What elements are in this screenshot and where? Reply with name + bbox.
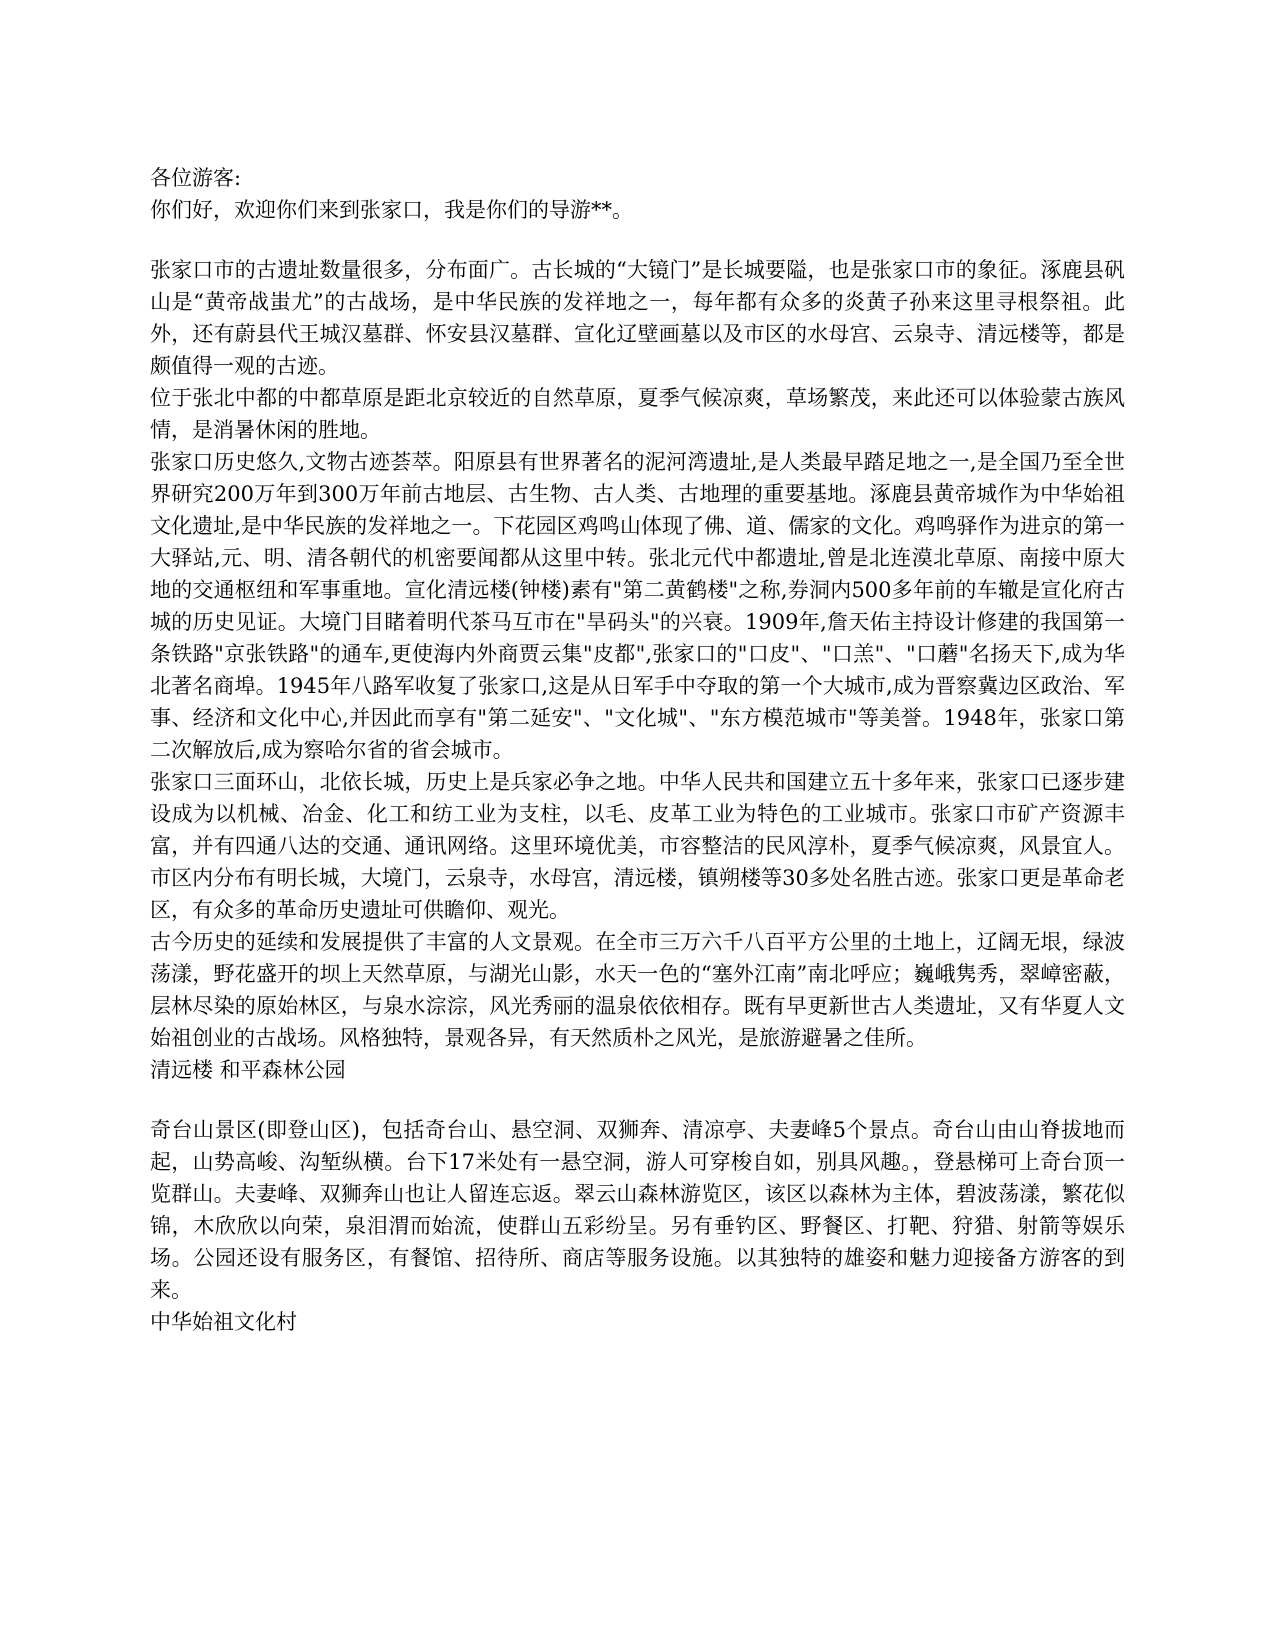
paragraph-city-overview: 张家口三面环山，北依长城，历史上是兵家必争之地。中华人民共和国建立五十多年来，张家口已逐步建设成为以机械、冶金、化工和纺工业为支柱，以毛、皮革工业为特色的工业城市。张家口市矿产资源丰富，并有四通八达的交通、通讯网络。这里环境优美，市容整洁的民风淳朴，夏季气候凉爽，风景宜人。市区内分布有明长城，大境门，云泉寺，水母宫，清远楼，镇朔楼等30多处名胜古迹。张家口更是革命老区，有众多的革命历史遗址可供瞻仰、观光。: [150, 770, 1125, 922]
paragraph-forest-park: 奇台山景区(即登山区)，包括奇台山、悬空洞、双狮奔、清凉亭、夫妻峰5个景点。奇台山由山脊拔地而起，山势高峻、沟堑纵横。台下17米处有一悬空洞，游人可穿梭自如，别具风趣。，登悬梯可上奇台顶一览群山。夫妻峰、双狮奔山也让人留连忘返。翠云山森林游览区，该区以森林为主体，碧波荡漾，繁花似锦，木欣欣以向荣，泉泪渭而始流，使群山五彩纷呈。另有垂钓区、野餐区、打靶、狩猎、射箭等娱乐场。公园还设有服务区，有餐馆、招待所、商店等服务设施。以其独特的雄姿和魅力迎接备方游客的到来。: [150, 1118, 1125, 1302]
paragraph-landscape: 古今历史的延续和发展提供了丰富的人文景观。在全市三万六千八百平方公里的土地上，辽阔无垠，绿波荡漾，野花盛开的坝上天然草原，与湖光山影，水天一色的“塞外江南”南北呼应；巍峨隽秀，翠嶂密蔽，层林尽染的原始林区，与泉水淙淙，风光秀丽的温泉依依相存。既有早更新世古人类遗址，又有华夏人文始祖创业的古战场。风格独特，景观各异，有天然质朴之风光，是旅游避暑之佳所。: [150, 930, 1125, 1050]
intro-line: 你们好，欢迎你们来到张家口，我是你们的导游**。: [150, 198, 633, 222]
paragraph-zhongdu-grassland: 位于张北中都的中都草原是距北京较近的自然草原，夏季气候凉爽，草场繁茂，来此还可以体验蒙古族风情，是消暑休闲的胜地。: [150, 386, 1125, 442]
document-page: [150, 162, 1125, 1338]
paragraph-gap: [150, 226, 1125, 254]
paragraph-history: 张家口历史悠久,文物古迹荟萃。阳原县有世界著名的泥河湾遗址,是人类最早踏足地之一,是全国乃至全世界研究200万年到300万年前古地层、古生物、古人类、古地理的重要基地。涿鹿县黄帝城作为中华始祖文化遗址,是中华民族的发祥地之一。下花园区鸡鸣山体现了佛、道、儒家的文化。鸡鸣驿作为进京的第一大驿站,元、明、清各朝代的机密要闻都从这里中转。张北元代中都遗址,曾是北连漠北草原、南接中原大地的交通枢纽和军事重地。宣化清远楼(钟楼)素有"第二黄鹤楼"之称,券洞内500多年前的车辙是宣化府古城的历史见证。大境门目睹着明代茶马互市在"旱码头"的兴衰。1909年,詹天佑主持设计修建的我国第一条铁路"京张铁路"的通车,更使海内外商贾云集"皮都",张家口的"口皮"、"口羔"、"口蘑"名扬天下,成为华北著名商埠。1945年八路军收复了张家口,这是从日军手中夺取的第一个大城市,成为晋察冀边区政治、军事、经济和文化中心,并因此而享有"第二延安"、"文化城"、"东方模范城市"等美誉。1948年，张家口第二次解放后,成为察哈尔省的省会城市。: [150, 450, 1125, 762]
paragraph-gap: [150, 1086, 1125, 1114]
section-heading-culture-village: 中华始祖文化村: [150, 1310, 297, 1334]
paragraph-ancient-sites: 张家口市的古遗址数量很多，分布面广。古长城的“大镜门”是长城要隘，也是张家口市的象征。涿鹿县矾山是“黄帝战蚩尤”的古战场，是中华民族的发祥地之一，每年都有众多的炎黄子孙来这里寻根祭祖。此外，还有蔚县代王城汉墓群、怀安县汉墓群、宣化辽壁画墓以及市区的水母宫、云泉寺、清远楼等，都是颇值得一观的古迹。: [150, 258, 1125, 378]
greeting: 各位游客:: [150, 166, 242, 190]
section-heading-qingyuan: 清远楼 和平森林公园: [150, 1058, 346, 1082]
